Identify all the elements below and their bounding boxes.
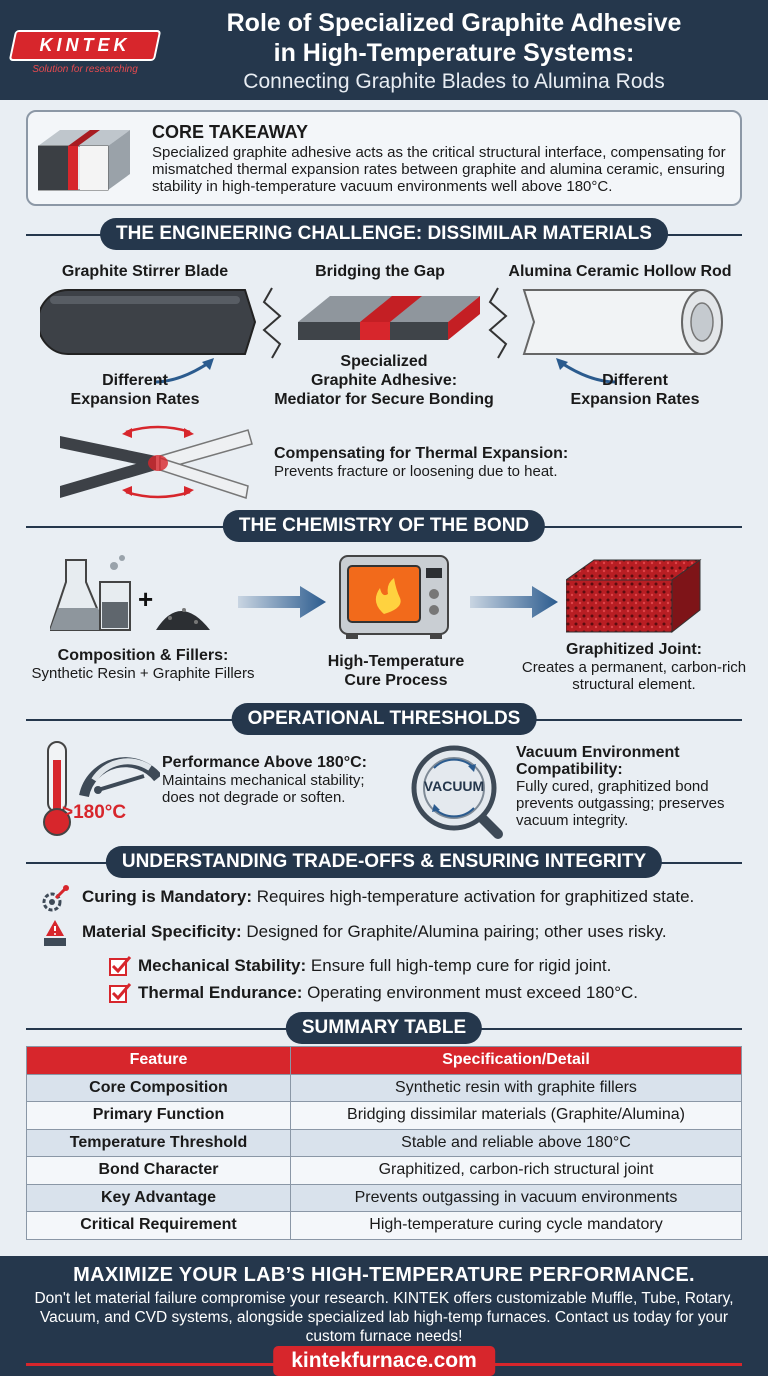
core-takeaway-title: CORE TAKEAWAY: [152, 122, 309, 142]
materials-diagram: [40, 282, 740, 362]
performance-title: Performance Above 180°C:: [162, 754, 367, 771]
table-header-row: [27, 1047, 742, 1075]
checkbox-checked-icon: [108, 955, 132, 977]
section-thresholds-title: OPERATIONAL THRESHOLDS: [232, 703, 537, 735]
section-challenge-header: [0, 218, 768, 250]
table-row: [27, 1184, 742, 1212]
checkbox-checked-icon: [108, 982, 132, 1004]
adhesive-block-icon: [298, 296, 480, 340]
header: [0, 0, 768, 100]
adhesive-note-line-3: Mediator for Secure Bonding: [274, 391, 494, 408]
cure-process-label: High-Temperature Cure Process: [327, 653, 465, 689]
vacuum-label: VACUUM: [423, 778, 485, 794]
table-row: [27, 1157, 742, 1185]
title-line-3: Connecting Graphite Blades to Alumina Rods: [243, 70, 665, 93]
footer-title: MAXIMIZE YOUR LAB’S HIGH-TEMPERATURE PERFORMANCE.: [73, 1264, 695, 1286]
composition-title: Composition & Fillers:: [57, 647, 229, 664]
compensating-text: Prevents fracture or loosening due to heat.: [274, 463, 558, 480]
column-header-feature: Feature: [27, 1047, 291, 1075]
section-thresholds-header: [0, 703, 768, 735]
graphitized-block: [516, 640, 752, 693]
table-row: [27, 1102, 742, 1130]
vacuum-title: Vacuum Environment Compatibility:: [516, 744, 680, 778]
section-chemistry-header: [0, 510, 768, 542]
composition-block: [18, 646, 268, 682]
compensating-block: [274, 444, 744, 480]
table-cell: Critical Requirement: [27, 1212, 291, 1240]
tradeoff-item-specificity: [82, 921, 752, 943]
tradeoff-curing-title: Curing is Mandatory:: [82, 887, 253, 906]
composition-text: Synthetic Resin + Graphite Fillers: [31, 665, 255, 682]
check-item-mechanical: [138, 955, 752, 977]
section-summary-header: [0, 1012, 768, 1044]
tradeoff-specificity-text: Designed for Graphite/Alumina pairing; other uses risky.: [246, 922, 667, 941]
svg-text:+: +: [138, 584, 154, 614]
vacuum-text: Fully cured, graphitized bond prevents outgassing; preserves vacuum integrity.: [516, 778, 725, 829]
table-cell: Bridging dissimilar materials (Graphite/Alumina): [291, 1102, 742, 1130]
graphitized-joint-icon: [566, 558, 702, 634]
tradeoff-item-curing: [82, 886, 752, 908]
adhesive-note: [258, 352, 510, 409]
core-takeaway-text: Specialized graphite adhesive acts as the critical structural interface, compensating for mismatched thermal expansion rates between graphite and alumina ceramic, ensuring stability in high-temperature vacuum environments well above 180°C.: [152, 144, 726, 195]
section-tradeoffs-title: UNDERSTANDING TRADE-OFFS & ENSURING INTEGRITY: [106, 846, 662, 878]
logo-tagline: Solution for researching: [32, 64, 138, 75]
resin-and-fillers-icon: [50, 552, 220, 638]
check-mechanical-title: Mechanical Stability:: [138, 956, 307, 975]
temperature-readout: >180°C: [62, 802, 127, 823]
logo-text: KINTEK: [39, 35, 131, 55]
process-arrow-icon: [238, 584, 328, 620]
crack-icon: [490, 288, 506, 358]
table-cell: Temperature Threshold: [27, 1129, 291, 1157]
table-cell: Graphitized, carbon-rich structural joint: [291, 1157, 742, 1185]
check-mechanical-text: Ensure full high-temp cure for rigid joint.: [310, 956, 612, 975]
graphitized-text: Creates a permanent, carbon-rich structural element.: [521, 659, 747, 693]
table-cell: High-temperature curing cycle mandatory: [291, 1212, 742, 1240]
table-row: [27, 1129, 742, 1157]
website-link[interactable]: kintekfurnace.com: [273, 1346, 495, 1376]
check-item-thermal: [138, 982, 752, 1004]
rod-label: Alumina Ceramic Hollow Rod: [508, 263, 732, 280]
gap-label: Bridging the Gap: [315, 263, 445, 280]
left-expansion-note: Different Expansion Rates: [70, 372, 200, 408]
column-header-specification: Specification/Detail: [291, 1047, 742, 1075]
title-line-1: Role of Specialized Graphite Adhesive: [226, 9, 682, 37]
section-summary-title: SUMMARY TABLE: [286, 1012, 482, 1044]
table-cell: Bond Character: [27, 1157, 291, 1185]
table-row: [27, 1074, 742, 1102]
crack-icon: [264, 288, 280, 358]
graphite-blade-icon: [40, 290, 255, 354]
check-thermal-title: Thermal Endurance:: [138, 983, 303, 1002]
curing-gear-icon: [40, 884, 70, 914]
footer-text: Don't let material failure compromise your research. KINTEK offers customizable Muffle, Tube, Rotary, Vacuum, and CVD systems, alongside specialized lab high-temp furnaces. Contact us today for your custom furnace needs!: [34, 1290, 734, 1345]
specificity-warning-icon: [40, 918, 70, 948]
table-row: [27, 1212, 742, 1240]
section-tradeoffs-header: [0, 846, 768, 878]
section-challenge-title: THE ENGINEERING CHALLENGE: DISSIMILAR MATERIALS: [100, 218, 668, 250]
tradeoff-specificity-title: Material Specificity:: [82, 922, 242, 941]
performance-block: [162, 753, 392, 806]
page-title: [150, 8, 758, 96]
compensating-title: Compensating for Thermal Expansion:: [274, 445, 569, 462]
summary-table: [26, 1046, 742, 1240]
performance-text: Maintains mechanical stability; does not degrade or soften.: [162, 772, 365, 806]
section-chemistry-title: THE CHEMISTRY OF THE BOND: [223, 510, 545, 542]
table-cell: Prevents outgassing in vacuum environments: [291, 1184, 742, 1212]
bonded-block-icon: [38, 126, 142, 194]
adhesive-note-line-1: Specialized: [340, 353, 428, 370]
title-line-2: in High-Temperature Systems:: [273, 39, 635, 67]
curing-oven-icon: [338, 554, 450, 640]
graphitized-title: Graphitized Joint:: [566, 641, 702, 658]
table-cell: Stable and reliable above 180°C: [291, 1129, 742, 1157]
vacuum-block: [516, 744, 752, 829]
check-thermal-text: Operating environment must exceed 180°C.: [307, 983, 639, 1002]
core-takeaway-box: [26, 110, 742, 206]
process-arrow-icon: [470, 584, 560, 620]
table-cell: Key Advantage: [27, 1184, 291, 1212]
thermal-expansion-icon: [56, 422, 256, 500]
kintek-logo[interactable]: [12, 30, 158, 75]
blade-label: Graphite Stirrer Blade: [61, 263, 229, 280]
adhesive-note-line-2: Graphite Adhesive:: [310, 372, 458, 389]
right-expansion-note: Different Expansion Rates: [570, 372, 700, 408]
tradeoff-curing-text: Requires high-temperature activation for graphitized state.: [256, 887, 695, 906]
table-cell: Core Composition: [27, 1074, 291, 1102]
footer: [0, 1256, 768, 1376]
table-cell: Synthetic resin with graphite fillers: [291, 1074, 742, 1102]
table-cell: Primary Function: [27, 1102, 291, 1130]
alumina-rod-icon: [524, 290, 722, 354]
